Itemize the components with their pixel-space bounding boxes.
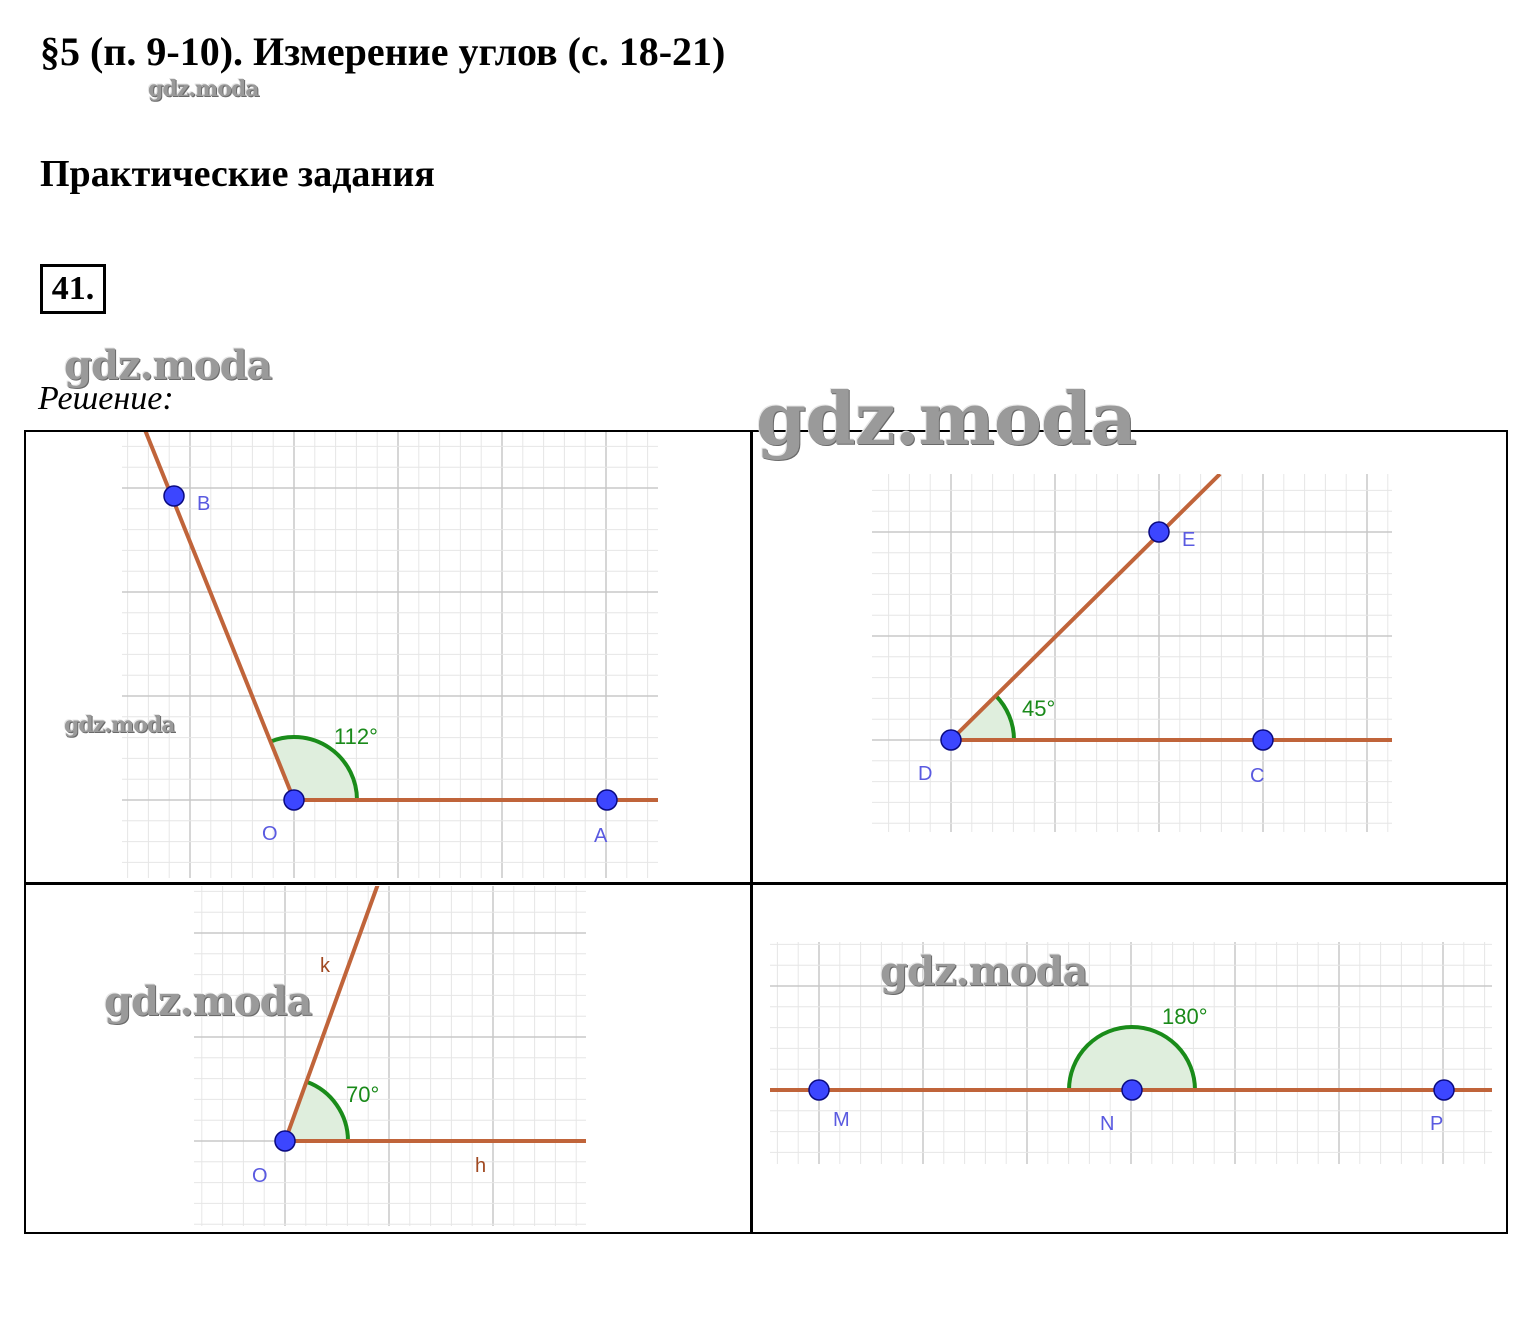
section-subtitle: Практические задания [40, 153, 435, 195]
angle-label: 70° [346, 1082, 380, 1107]
label-b: B [197, 493, 211, 515]
watermark: gdz.moda [104, 978, 312, 1025]
grid [181, 871, 586, 1226]
point-c [1253, 730, 1273, 750]
task-number-box: 41. [40, 264, 106, 314]
point-a [597, 790, 617, 810]
page-title: §5 (п. 9-10). Измерение углов (с. 18-21) [40, 29, 726, 74]
point-m [809, 1080, 829, 1100]
label-m: M [833, 1109, 850, 1131]
grid [868, 470, 1392, 832]
point-d [941, 730, 961, 750]
label-o: O [252, 1165, 268, 1187]
point-o [275, 1131, 295, 1151]
point-b [164, 486, 184, 506]
label-n: N [1100, 1113, 1115, 1135]
label-c: C [1250, 765, 1265, 787]
label-p: P [1430, 1113, 1444, 1135]
point-o [284, 790, 304, 810]
watermark: gdz.moda [148, 76, 259, 102]
watermark: gdz.moda [880, 948, 1088, 995]
panel-angle-hk [181, 871, 586, 1226]
watermark: gdz.moda [64, 712, 175, 738]
point-n [1122, 1080, 1142, 1100]
label-h: h [475, 1155, 487, 1177]
label-o: O [262, 823, 278, 845]
label-k: k [320, 955, 330, 977]
panel-angle-mnp [757, 924, 1492, 1164]
table-divider-vertical [750, 430, 753, 1234]
angle-label: 45° [1022, 696, 1056, 721]
label-e: E [1182, 529, 1196, 551]
grid [107, 426, 658, 878]
table-divider-horizontal [24, 882, 1508, 885]
watermark: gdz.moda [756, 376, 1136, 461]
label-d: D [918, 763, 933, 785]
angle-label: 112° [334, 724, 378, 749]
point-e [1149, 522, 1169, 542]
panel-angle-cde [868, 470, 1392, 832]
point-p [1434, 1080, 1454, 1100]
watermark: gdz.moda [64, 342, 272, 389]
panel-angle-aob [107, 426, 658, 878]
solution-label: Решение: [38, 380, 174, 417]
angle-label: 180° [1162, 1004, 1208, 1029]
label-a: A [594, 825, 608, 847]
ray-ob [145, 430, 294, 800]
